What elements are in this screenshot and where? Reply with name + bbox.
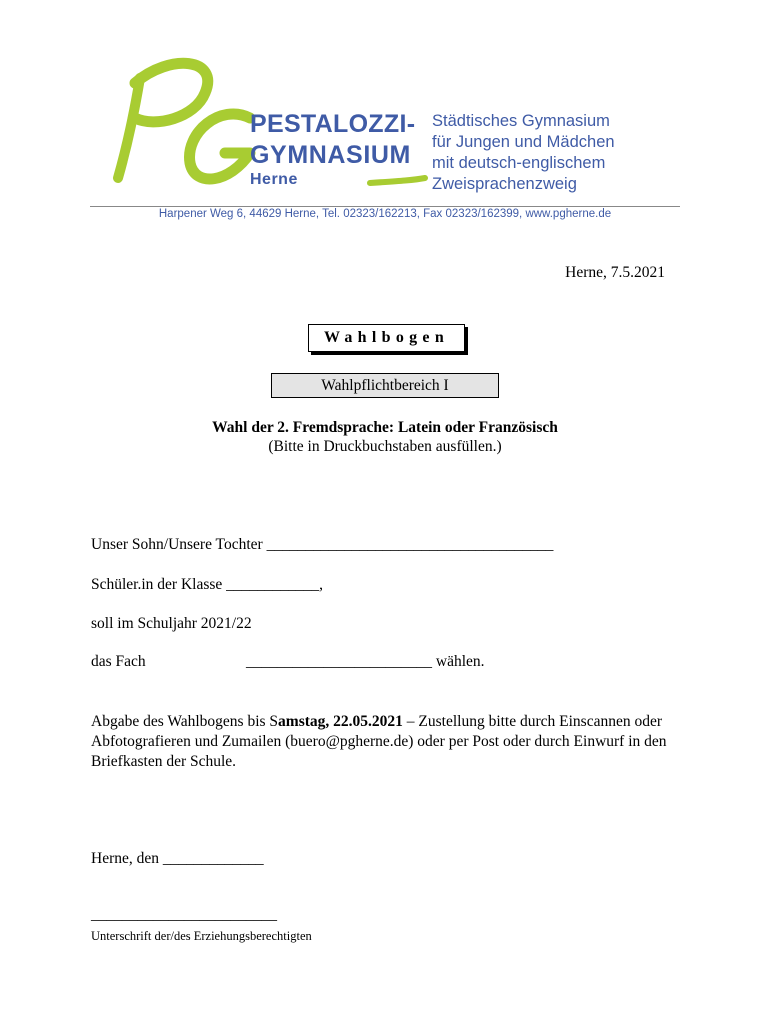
description-line: Städtisches Gymnasium <box>432 112 610 130</box>
deadline-notice <box>91 712 691 772</box>
description-line: für Jungen und Mädchen <box>432 133 615 151</box>
class-field[interactable]: ____________, <box>226 576 324 593</box>
place-date-row <box>91 850 264 868</box>
school-description <box>432 111 615 195</box>
form-heading: Wahl der 2. Fremdsprache: Latein oder Französisch <box>212 419 558 436</box>
subject-choice-row <box>246 653 485 671</box>
school-name-line2: GYMNASIUM <box>250 141 411 169</box>
deadline-prefix: Abgabe des Wahlbogens bis S <box>91 713 279 730</box>
place-date-field[interactable]: _____________ <box>162 850 264 867</box>
deadline-date: amstag, 22.05.2021 <box>278 713 403 730</box>
school-name-line1: PESTALOZZI- <box>250 110 416 138</box>
school-address: Harpener Weg 6, 44629 Herne, Tel. 02323/162213, Fax 02323/162399, www.pgherne.de <box>158 208 612 220</box>
signature-field[interactable]: ________________________ <box>91 906 277 923</box>
class-label: Schüler.in der Klasse <box>91 576 223 593</box>
child-name-field[interactable]: _____________________________________ <box>266 536 554 553</box>
description-line: mit deutsch-englischem <box>432 154 606 172</box>
signature-label: Unterschrift der/des Erziehungsberechtigten <box>91 929 312 943</box>
section-label: Wahlpflichtbereich I <box>271 373 499 398</box>
subject-label: das Fach <box>91 653 146 670</box>
class-row <box>91 576 323 594</box>
child-name-row <box>91 536 553 554</box>
deadline-suffix: – Zustellung bitte durch Einscannen oder Abfotografieren und Zumailen (buero@pgherne.de) oder per Post oder durch Einwurf in den Briefkasten der Schule. <box>91 713 667 770</box>
header-divider <box>90 206 680 207</box>
description-line: Zweisprachenzweig <box>432 175 577 193</box>
subject-suffix: wählen. <box>435 653 485 670</box>
form-title: Wahlbogen <box>308 324 465 352</box>
subject-field[interactable]: ________________________ <box>246 653 432 670</box>
child-name-label: Unser Sohn/Unsere Tochter <box>91 536 263 553</box>
school-city: Herne <box>250 171 298 188</box>
school-year-line: soll im Schuljahr 2021/22 <box>91 615 252 632</box>
form-instruction: (Bitte in Druckbuchstaben ausfüllen.) <box>268 438 502 455</box>
date-line: Herne, 7.5.2021 <box>565 264 665 281</box>
school-name <box>250 112 415 188</box>
place-date-label: Herne, den <box>91 850 159 867</box>
subject-row <box>91 653 146 671</box>
